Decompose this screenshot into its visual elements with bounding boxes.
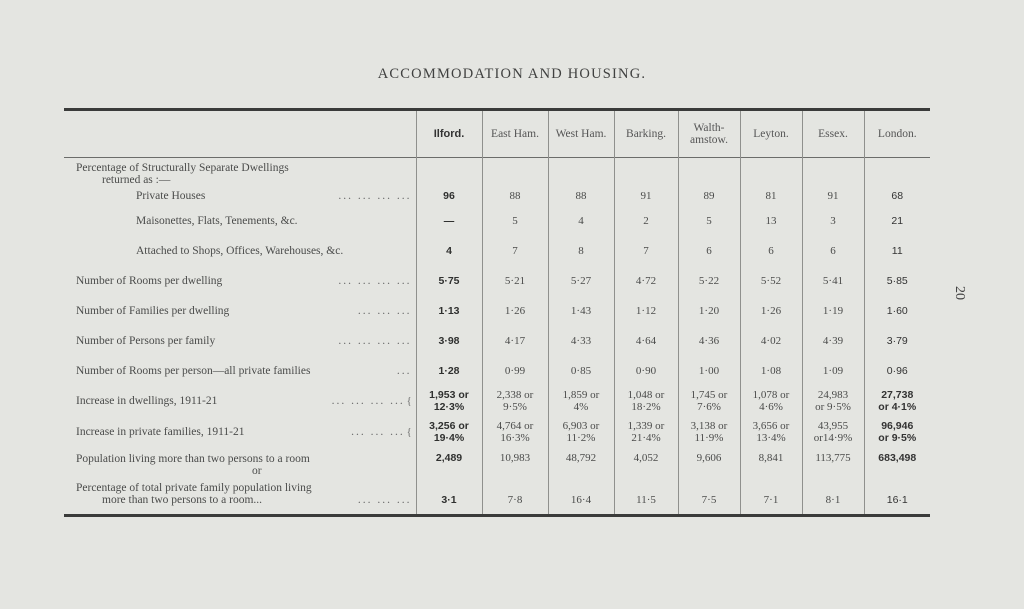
cell: 2 — [614, 206, 678, 236]
cell: 7 — [614, 236, 678, 266]
table-row — [64, 356, 930, 386]
cell: 7·1 — [740, 482, 802, 516]
cell: 88 — [548, 186, 614, 206]
cell: 5·85 — [864, 266, 930, 296]
cell: 1·28 — [416, 356, 482, 386]
cell: 1·43 — [548, 296, 614, 326]
housing-table — [64, 108, 930, 517]
cell: 4 — [416, 236, 482, 266]
cell: 88 — [482, 186, 548, 206]
table-row — [64, 206, 930, 236]
row-label: Number of Families per dwelling ... ... ... — [76, 304, 412, 317]
row-label: Number of Persons per family ... ... ... ... — [76, 334, 412, 347]
cell: 11 — [864, 236, 930, 266]
page-title: ACCOMMODATION AND HOUSING. — [377, 66, 647, 82]
cell: 21 — [864, 206, 930, 236]
cell: 8,841 — [740, 448, 802, 482]
cell: 1·12 — [614, 296, 678, 326]
cell: 27,738 or 4·1% — [864, 386, 930, 417]
cell: 1·19 — [802, 296, 864, 326]
cell: 0·99 — [482, 356, 548, 386]
cell: 4·33 — [548, 326, 614, 356]
row-label: Population living more than two persons to a room or — [76, 452, 310, 477]
cell: 4·72 — [614, 266, 678, 296]
cell: 6 — [740, 236, 802, 266]
cell: 1·09 — [802, 356, 864, 386]
row-label: Number of Rooms per person—all private families ... — [76, 364, 412, 377]
cell: 11·5 — [614, 482, 678, 516]
table-row — [64, 158, 930, 186]
cell: 1,078 or 4·6% — [740, 386, 802, 417]
cell: 13 — [740, 206, 802, 236]
cell: 5·22 — [678, 266, 740, 296]
cell: 6,903 or 11·2% — [548, 417, 614, 448]
header-ilford: Ilford. — [416, 110, 482, 158]
section-heading-label: Percentage of Structurally Separate Dwellings returned as :— — [76, 161, 289, 186]
header-walthamstow: Walth- amstow. — [678, 110, 740, 158]
cell: 4·02 — [740, 326, 802, 356]
cell: 1·20 — [678, 296, 740, 326]
header-blank — [64, 110, 416, 158]
header-row — [64, 110, 930, 158]
cell: 10,983 — [482, 448, 548, 482]
cell: 8·1 — [802, 482, 864, 516]
header-essex: Essex. — [802, 110, 864, 158]
cell: 3·79 — [864, 326, 930, 356]
header-west-ham: West Ham. — [548, 110, 614, 158]
cell: 7·5 — [678, 482, 740, 516]
cell: 68 — [864, 186, 930, 206]
cell: 1·00 — [678, 356, 740, 386]
cell: 91 — [614, 186, 678, 206]
cell: 6 — [802, 236, 864, 266]
cell: 16·1 — [864, 482, 930, 516]
cell: 6 — [678, 236, 740, 266]
cell: 1·08 — [740, 356, 802, 386]
cell: 0·85 — [548, 356, 614, 386]
cell: 43,955 or14·9% — [802, 417, 864, 448]
header-barking: Barking. — [614, 110, 678, 158]
cell: 1,048 or 18·2% — [614, 386, 678, 417]
table-row — [64, 417, 930, 448]
cell: 96 — [416, 186, 482, 206]
cell: 4,764 or 16·3% — [482, 417, 548, 448]
table-row — [64, 448, 930, 482]
cell: 2,338 or 9·5% — [482, 386, 548, 417]
cell: 113,775 — [802, 448, 864, 482]
cell: 4·39 — [802, 326, 864, 356]
cell: 5·75 — [416, 266, 482, 296]
cell: 1·60 — [864, 296, 930, 326]
cell: 7 — [482, 236, 548, 266]
table-row — [64, 326, 930, 356]
cell: — — [416, 206, 482, 236]
row-label: Attached to Shops, Offices, Warehouses, &c. — [136, 244, 344, 257]
cell: 7·8 — [482, 482, 548, 516]
cell: 16·4 — [548, 482, 614, 516]
cell: 3,138 or 11·9% — [678, 417, 740, 448]
cell: 3·98 — [416, 326, 482, 356]
cell: 0·90 — [614, 356, 678, 386]
cell: 3,656 or 13·4% — [740, 417, 802, 448]
cell: 1·26 — [740, 296, 802, 326]
header-east-ham: East Ham. — [482, 110, 548, 158]
header-london: London. — [864, 110, 930, 158]
cell: 1,953 or 12·3% — [416, 386, 482, 417]
table-row — [64, 186, 930, 206]
row-label: Increase in private families, 1911-21 ... ... ... { — [76, 425, 412, 438]
table-row — [64, 296, 930, 326]
row-label: Number of Rooms per dwelling ... ... ... ... — [76, 274, 412, 287]
cell: 5 — [678, 206, 740, 236]
cell: 5·27 — [548, 266, 614, 296]
header-leyton: Leyton. — [740, 110, 802, 158]
table-row — [64, 236, 930, 266]
cell: 3·1 — [416, 482, 482, 516]
cell: 8 — [548, 236, 614, 266]
cell: 1,339 or 21·4% — [614, 417, 678, 448]
cell: 5·41 — [802, 266, 864, 296]
cell: 48,792 — [548, 448, 614, 482]
cell: 3,256 or 19·4% — [416, 417, 482, 448]
cell: 3 — [802, 206, 864, 236]
cell: 4·17 — [482, 326, 548, 356]
cell: 4 — [548, 206, 614, 236]
cell: 5 — [482, 206, 548, 236]
cell: 81 — [740, 186, 802, 206]
table-row — [64, 386, 930, 417]
cell: 2,489 — [416, 448, 482, 482]
cell: 1,859 or 4% — [548, 386, 614, 417]
cell: 1·26 — [482, 296, 548, 326]
cell: 4·64 — [614, 326, 678, 356]
row-label: Maisonettes, Flats, Tenements, &c. — [136, 214, 298, 227]
cell: 1·13 — [416, 296, 482, 326]
cell: 24,983 or 9·5% — [802, 386, 864, 417]
cell: 9,606 — [678, 448, 740, 482]
table-row — [64, 482, 930, 516]
row-label: Private Houses ... ... ... ... — [136, 189, 412, 202]
cell: 1,745 or 7·6% — [678, 386, 740, 417]
cell: 4,052 — [614, 448, 678, 482]
cell: 91 — [802, 186, 864, 206]
row-label: Increase in dwellings, 1911-21 ... ... ... ... { — [76, 394, 412, 407]
table-row — [64, 266, 930, 296]
cell: 96,946 or 9·5% — [864, 417, 930, 448]
cell: 5·21 — [482, 266, 548, 296]
page-number: 20 — [952, 286, 967, 300]
cell: 89 — [678, 186, 740, 206]
cell: 683,498 — [864, 448, 930, 482]
cell: 0·96 — [864, 356, 930, 386]
cell: 4·36 — [678, 326, 740, 356]
cell: 5·52 — [740, 266, 802, 296]
row-label: Percentage of total private family population living more than two persons to a room... ... ... ... — [76, 481, 412, 506]
